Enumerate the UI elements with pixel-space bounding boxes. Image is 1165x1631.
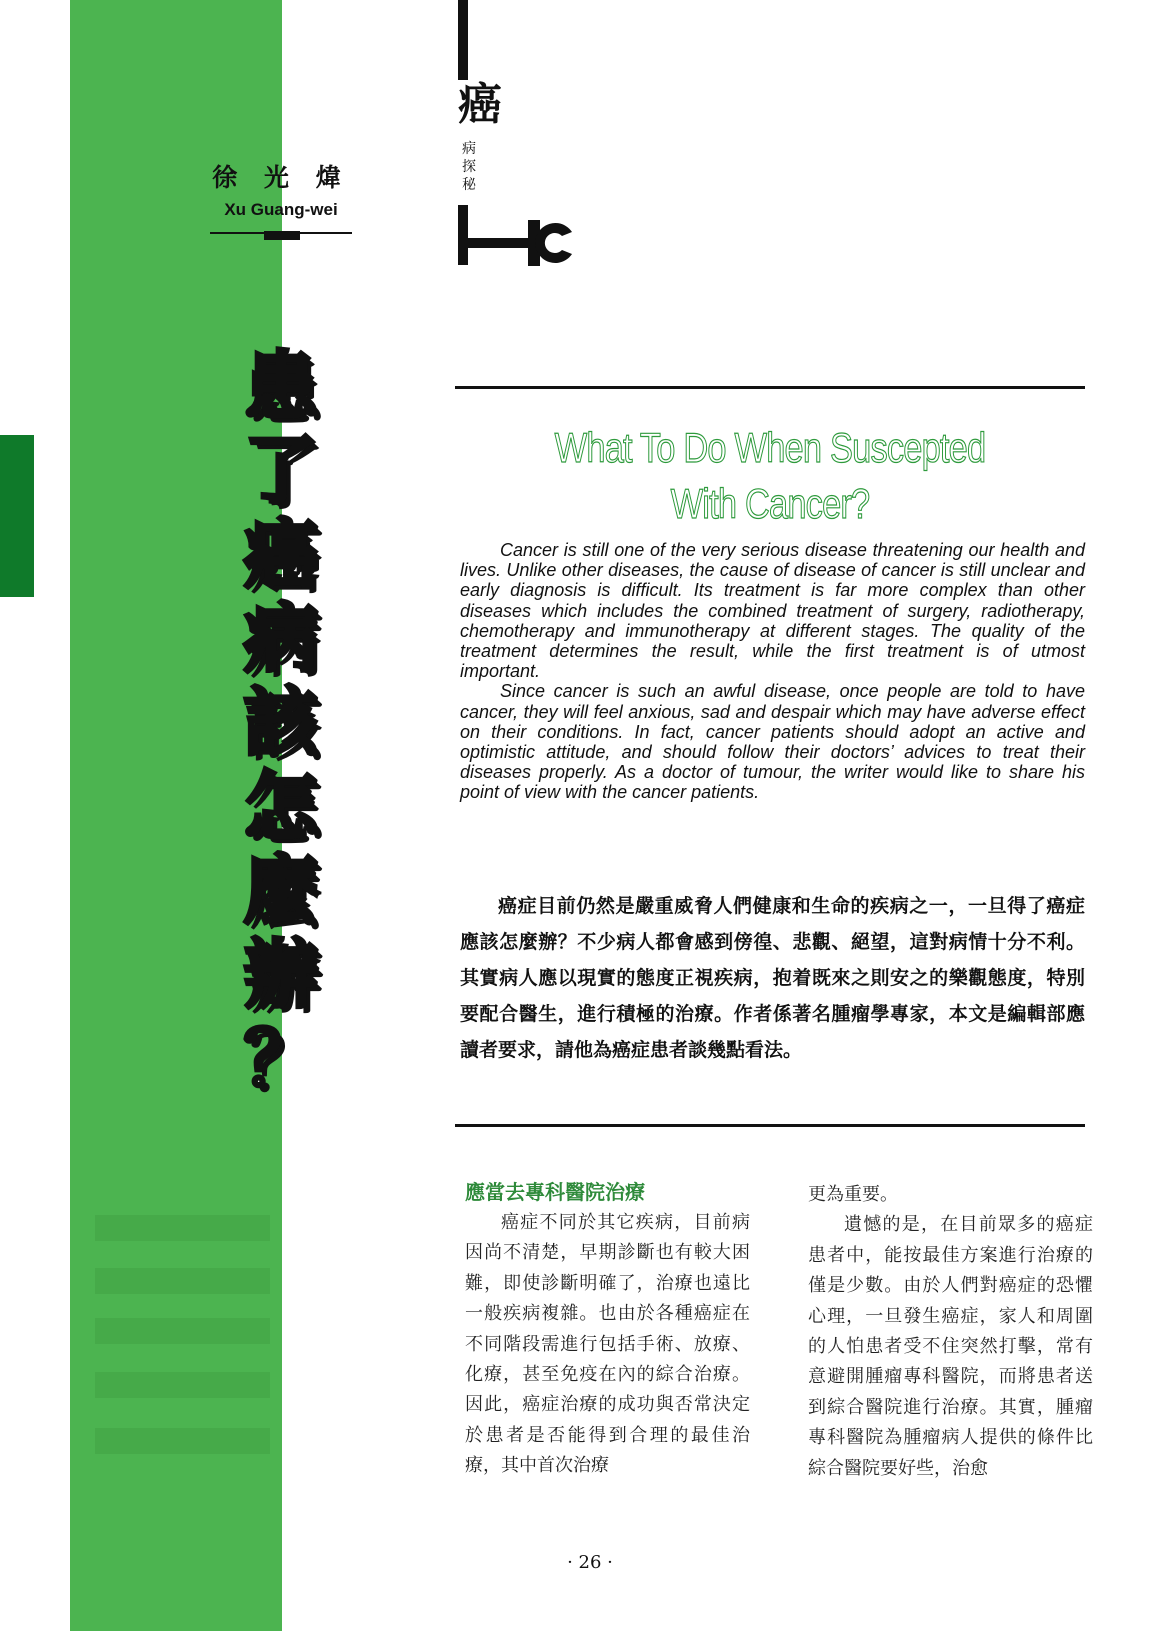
tag-small-chars: 病探秘	[462, 141, 476, 193]
chinese-intro	[460, 888, 1085, 1068]
show-through-line	[95, 1318, 270, 1344]
author-name-en: Xu Guang-wei	[224, 200, 338, 219]
headline-char: 了	[244, 428, 318, 514]
body-right-text: 遺憾的是，在目前眾多的癌症患者中，能按最佳方案進行治療的僅是少數。由於人們對癌症的恐懼心理，一旦發生癌症，家人和周圍的人怕患者受不住突然打擊，常有意避開腫瘤專科醫院，而將患者送到綜合醫院進行治療。其實，腫瘤專科醫院為腫瘤病人提供的條件比綜合醫院要好些，治愈	[808, 1214, 1093, 1479]
section-heading: 應當去專科醫院治療	[465, 1180, 645, 1204]
english-title-line-2: With Cancer?	[670, 480, 870, 527]
edge-color-tab	[0, 435, 34, 597]
author-block	[210, 158, 352, 220]
english-title-line-1: What To Do When Suscepted	[554, 424, 986, 471]
author-rule-mark	[264, 231, 300, 240]
author-name-zh: 徐 光 煒	[212, 163, 350, 192]
headline-char: 怎	[244, 764, 318, 850]
english-title	[512, 420, 1029, 532]
body-column-right	[808, 1180, 1093, 1484]
show-through-line	[95, 1215, 270, 1241]
body-left-text: 癌症不同於其它疾病，目前病因尚不清楚，早期診斷也有較大困難，即使診斷明確了，治療也遠比一般疾病複雜。也由於各種癌症在不同階段需進行包括手術、放療、化療，甚至免疫在內的綜合治療。因此，癌症治療的成功與否常決定於患者是否能得到合理的最佳治療，其中首次治療	[465, 1212, 750, 1477]
show-through-line	[95, 1372, 270, 1398]
headline-char: 辦	[244, 932, 318, 1018]
headline-char: 病	[244, 596, 318, 682]
rule-bottom	[455, 1124, 1085, 1127]
tag-bar-top	[458, 0, 468, 80]
headline-char: 麼	[244, 848, 318, 934]
body-right-first: 更為重要。	[808, 1184, 898, 1205]
tag-big-char: 癌	[458, 79, 502, 130]
hc-logo-icon	[468, 220, 578, 270]
english-paragraph-2: Since cancer is such an awful disease, once people are told to have cancer, they will feel anxious, sad and despair which may have adverse effect on their conditions. In fact, cancer patients should adopt an active and optimistic attitude, and should follow their doctors’ advices to treat their diseases properly. As a doctor of tumour, the writer would like to share his point of view with the cancer patients.	[460, 681, 1085, 803]
english-abstract	[460, 540, 1085, 803]
column-tag	[458, 0, 578, 270]
headline-char: 癌	[244, 512, 318, 598]
rule-top	[455, 386, 1085, 389]
headline-vertical	[236, 345, 326, 1101]
english-paragraph-1: Cancer is still one of the very serious disease threatening our health and lives. Unlike other diseases, the cause of disease of cancer is still unclear and early diagnosis is difficult. Its treatment is far more complex than other diseases which includes the combined treatment of surgery, radiotherapy, chemotherapy and immunotherapy at different stages. The quality of the treatment determines the result, while the first treatment is of utmost important.	[460, 540, 1085, 682]
show-through-line	[95, 1428, 270, 1454]
headline-char: ？	[244, 1016, 318, 1102]
page-number: · 26 ·	[567, 1552, 613, 1573]
show-through-line	[95, 1268, 270, 1294]
body-column-left	[465, 1208, 750, 1482]
headline-char: 該	[244, 680, 318, 766]
chinese-intro-text: 癌症目前仍然是嚴重威脅人們健康和生命的疾病之一，一旦得了癌症應該怎麼辦？不少病人都會感到傍徨、悲觀、絕望，這對病情十分不利。其實病人應以現實的態度正視疾病，抱着既來之則安之的樂觀態度，特別要配合醫生，進行積極的治療。作者係著名腫瘤學專家，本文是編輯部應讀者要求，請他為癌症患者談幾點看法。	[460, 895, 1085, 1061]
headline-char: 患	[244, 344, 318, 430]
tag-bar-bottom	[458, 205, 468, 265]
